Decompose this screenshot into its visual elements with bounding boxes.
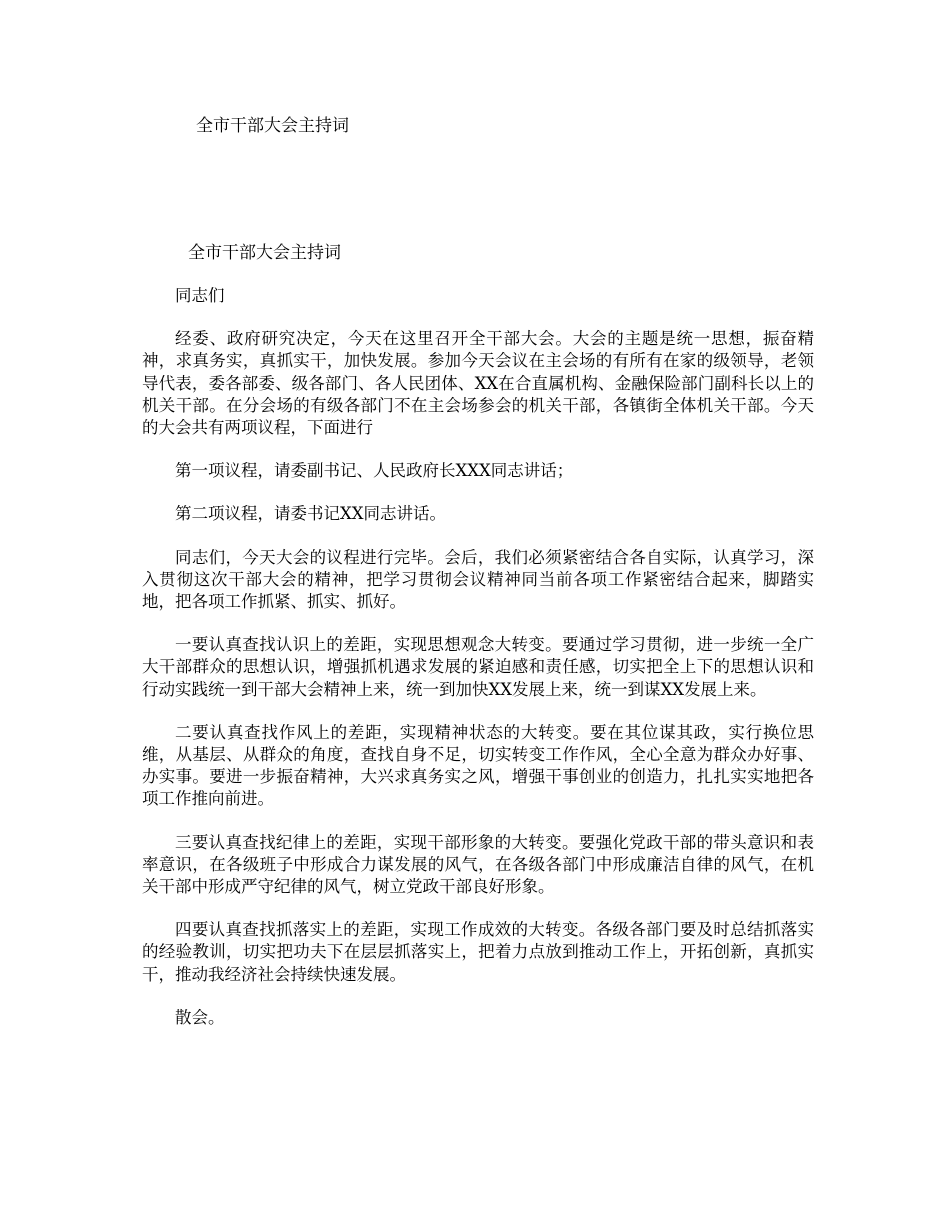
header-title: 全市干部大会主持词 bbox=[196, 116, 349, 136]
paragraph-agenda-1: 第一项议程，请委副书记、人民政府长XXX同志讲话； bbox=[175, 461, 574, 481]
salutation: 同志们 bbox=[175, 286, 225, 305]
paragraph-closing: 散会。 bbox=[175, 1007, 225, 1027]
document-body bbox=[142, 285, 814, 1050]
paragraph-point-4: 四要认真查找抓落实上的差距，实现工作成效的大转变。各级各部门要及时总结抓落实的经验教训，切实把功夫下在层层抓落实上，把着力点放到推动工作上，开拓创新，真抓实干，推动我经济社会持续快速发展。 bbox=[142, 920, 814, 984]
paragraph-point-1: 一要认真查找认识上的差距，实现思想观念大转变。要通过学习贯彻，进一步统一全广大干部群众的思想认识，增强抓机遇求发展的紧迫感和责任感，切实把全上下的思想认识和行动实践统一到干部大会精神上来，统一到加快XX发展上来，统一到谋XX发展上来。 bbox=[142, 635, 814, 699]
document-title: 全市干部大会主持词 bbox=[188, 243, 341, 263]
paragraph-agenda-2: 第二项议程，请委书记XX同志讲话。 bbox=[175, 504, 446, 524]
paragraph-conclusion: 同志们，今天大会的议程进行完毕。会后，我们必须紧密结合各自实际，认真学习，深入贯彻这次干部大会的精神，把学习贯彻会议精神同当前各项工作紧密结合起来，脚踏实地，把各项工作抓紧、抓实、抓好。 bbox=[142, 547, 814, 612]
paragraph-intro: 经委、政府研究决定，今天在这里召开全干部大会。大会的主题是统一思想，振奋精神，求真务实，真抓实干，加快发展。参加今天会议在主会场的有所有在家的级领导，老领导代表，委各部委、级各部门、各人民团体、XX在合直属机构、金融保险部门副科长以上的机关干部。在分会场的有级各部门不在主会场参会的机关干部，各镇街全体机关干部。今天的大会共有两项议程，下面进行 bbox=[142, 329, 814, 438]
paragraph-point-3: 三要认真查找纪律上的差距，实现干部形象的大转变。要强化党政干部的带头意识和表率意识，在各级班子中形成合力谋发展的风气，在各级各部门中形成廉洁自律的风气，在机关干部中形成严守纪律的风气，树立党政干部良好形象。 bbox=[142, 832, 814, 897]
paragraph-point-2: 二要认真查找作风上的差距，实现精神状态的大转变。要在其位谋其政，实行换位思维，从基层、从群众的角度，查找自身不足，切实转变工作作风，全心全意为群众办好事、办实事。要进一步振奋精神，大兴求真务实之风，增强干事创业的创造力，扎扎实实地把各项工作推向前进。 bbox=[142, 722, 814, 809]
